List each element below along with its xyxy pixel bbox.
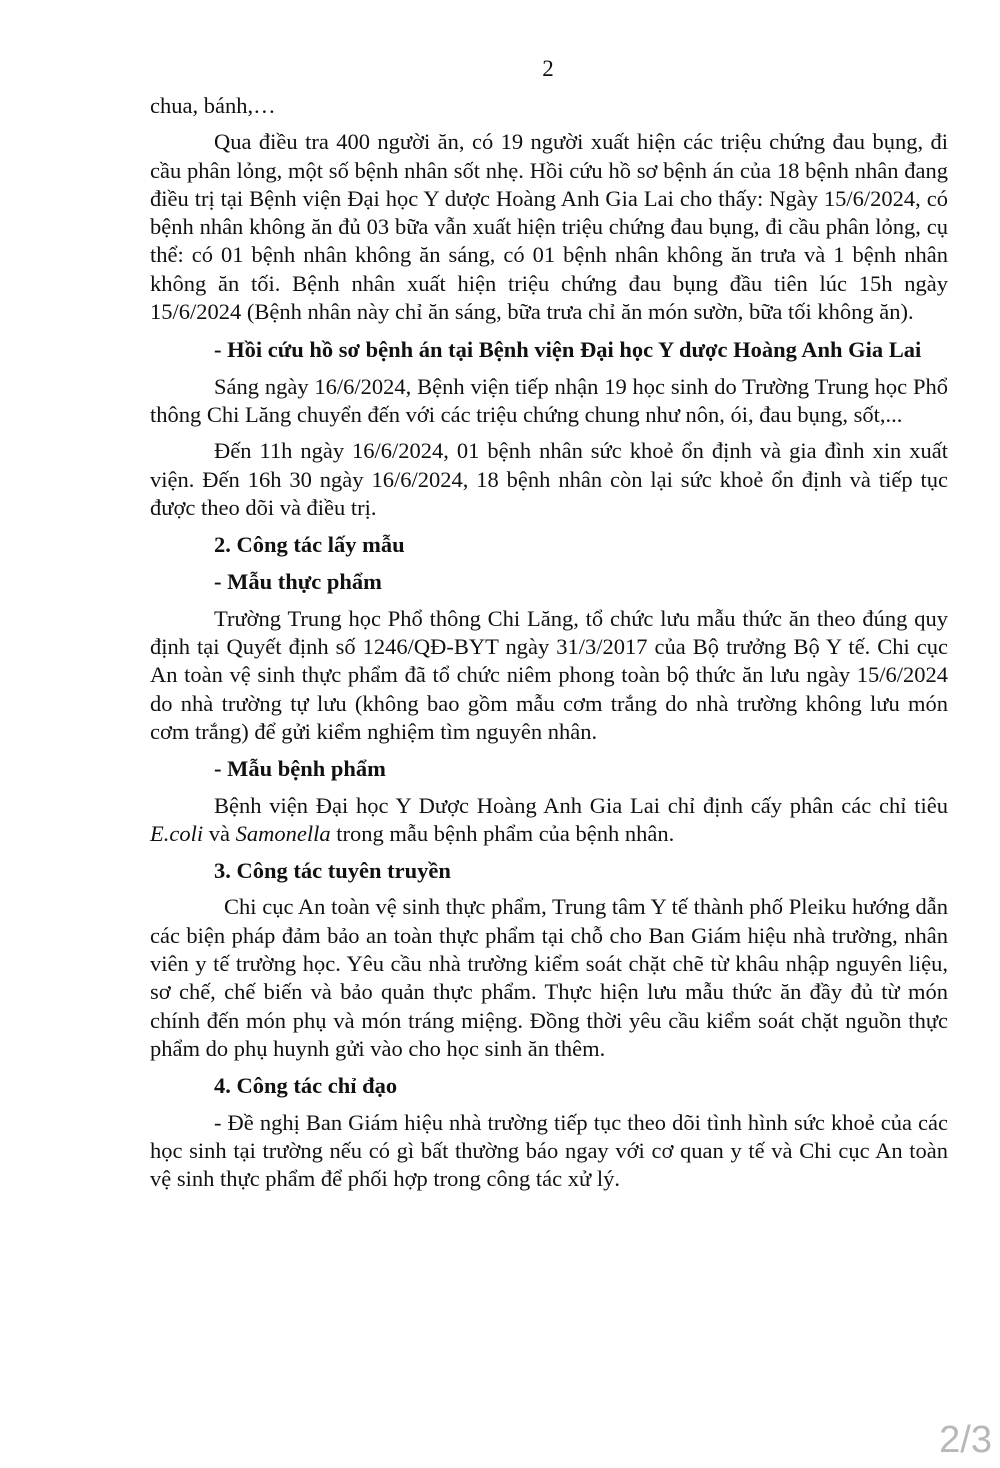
text: trong mẫu bệnh phẩm của bệnh nhân.	[330, 820, 675, 846]
paragraph-food-samples: Trường Trung học Phổ thông Chi Lăng, tổ chức lưu mẫu thức ăn theo đúng quy định tại Quyết định số 1246/QĐ-BYT ngày 31/3/2017 của Bộ trưởng Bộ Y tế. Chi cục An toàn vệ sinh thực phẩm đã tổ chức niêm phong toàn bộ thức ăn lưu ngày 15/6/2024 do nhà trường tự lưu (không bao gồm mẫu cơm trắng do nhà trường không lưu món cơm trắng) để gửi kiểm nghiệm tìm nguyên nhân.	[150, 605, 948, 744]
text: và	[203, 820, 236, 846]
paragraph-discharge: Đến 11h ngày 16/6/2024, 01 bệnh nhân sức khoẻ ổn định và gia đình xin xuất viện. Đến 16h 30 ngày 16/6/2024, 18 bệnh nhân còn lại sức khoẻ ổn định và tiếp tục được theo dõi và điều trị.	[150, 438, 948, 520]
paragraph-continuation: chua, bánh,…	[150, 93, 276, 118]
paragraph-patient-samples	[150, 792, 948, 849]
samonella-term: Samonella	[235, 820, 331, 846]
subheading-hospital-records: - Hồi cứu hồ sơ bệnh án tại Bệnh viện Đại học Y dược Hoàng Anh Gia Lai	[214, 337, 922, 363]
page-number: 2	[542, 56, 554, 81]
paragraph-survey: Qua điều tra 400 người ăn, có 19 người xuất hiện các triệu chứng đau bụng, đi cầu phân lỏng, một số bệnh nhân sốt nhẹ. Hồi cứu hồ sơ bệnh án của 18 bệnh nhân đang điều trị tại Bệnh viện Đại học Y dược Hoàng Anh Gia Lai cho thấy: Ngày 15/6/2024, có bệnh nhân không ăn đủ 03 bữa vẫn xuất hiện triệu chứng đau bụng, đi cầu phân lỏng, cụ thể: có 01 bệnh nhân không ăn sáng, có 01 bệnh nhân không ăn trưa và 1 bệnh nhân không ăn tối. Bệnh nhân xuất hiện triệu chứng đau bụng đầu tiên lúc 15h ngày 15/6/2024 (Bệnh nhân này chỉ ăn sáng, bữa trưa chỉ ăn món sườn, bữa tối không ăn).	[150, 129, 948, 325]
paragraph-communication: Chi cục An toàn vệ sinh thực phẩm, Trung tâm Y tế thành phố Pleiku hướng dẫn các biện pháp đảm bảo an toàn thực phẩm tại chỗ cho Ban Giám hiệu nhà trường, nhân viên y tế trường học. Yêu cầu nhà trường kiểm soát chặt chẽ từ khâu nhập nguyên liệu, sơ chế, chế biến và bảo quản thực phẩm. Thực hiện lưu mẫu thức ăn đầy đủ từ món chính đến món phụ và món tráng miệng. Đồng thời yêu cầu kiểm soát chặt nguồn thực phẩm do phụ huynh gửi vào cho học sinh ăn thêm.	[150, 894, 948, 1061]
subheading-food-samples: - Mẫu thực phẩm	[214, 569, 382, 595]
ecoli-term: E.coli	[150, 820, 204, 846]
section-heading-communication: 3. Công tác tuyên truyền	[214, 858, 451, 884]
text: Bệnh viện Đại học Y Dược Hoàng Anh Gia Lai chỉ định cấy phân các chỉ tiêu	[214, 792, 948, 818]
document-body	[150, 92, 948, 1193]
page-counter: 2/3	[939, 1419, 992, 1461]
section-heading-direction: 4. Công tác chỉ đạo	[214, 1073, 398, 1099]
section-heading-sampling: 2. Công tác lấy mẫu	[214, 532, 405, 558]
paragraph-direction: - Đề nghị Ban Giám hiệu nhà trường tiếp tục theo dõi tình hình sức khoẻ của các học sinh tại trường nếu có gì bất thường báo ngay với cơ quan y tế và Chi cục An toàn vệ sinh thực phẩm để phối hợp trong công tác xử lý.	[150, 1109, 948, 1192]
paragraph-hospital-admission: Sáng ngày 16/6/2024, Bệnh viện tiếp nhận 19 học sinh do Trường Trung học Phổ thông Chi Lăng chuyển đến với các triệu chứng chung như nôn, ói, đau bụng, sốt,...	[150, 373, 948, 427]
subheading-patient-samples: - Mẫu bệnh phẩm	[214, 756, 386, 782]
